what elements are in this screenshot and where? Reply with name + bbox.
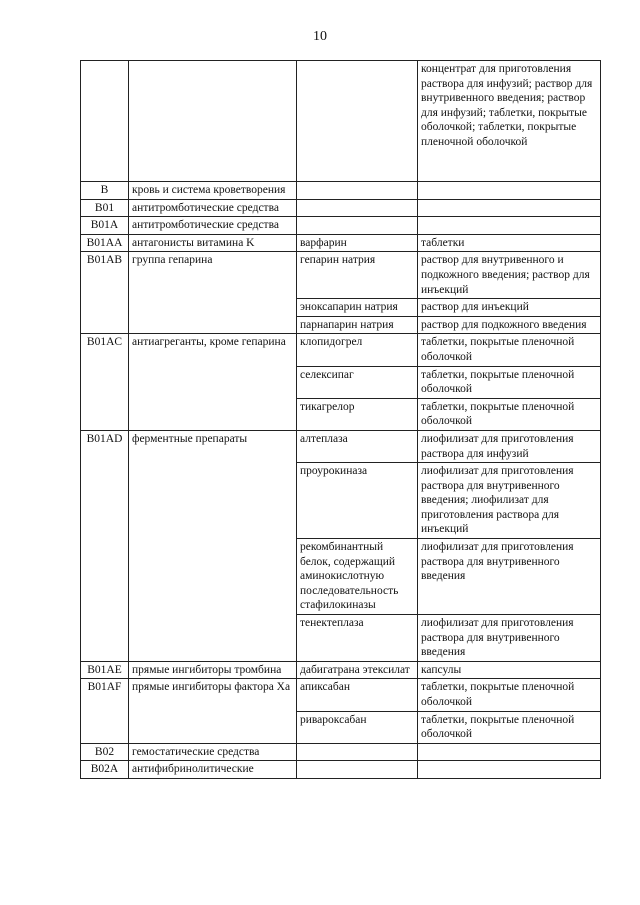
table-row xyxy=(81,430,601,462)
table-row xyxy=(81,199,601,217)
atc-code-cell: B01AA xyxy=(81,234,129,252)
atc-code-cell: B01AE xyxy=(81,661,129,679)
atc-code-cell xyxy=(81,61,129,182)
drug-cell: парнапарин натрия xyxy=(297,316,418,334)
drug-cell: дабигатрана этексилат xyxy=(297,661,418,679)
form-cell: таблетки, покрытые пленочной оболочкой xyxy=(418,398,601,430)
drug-cell: тикагрелор xyxy=(297,398,418,430)
group-cell: антагонисты витамина K xyxy=(129,234,297,252)
group-cell: антифибринолитические xyxy=(129,761,297,779)
group-cell: ферментные препараты xyxy=(129,430,297,661)
form-cell: лиофилизат для приготовления раствора для внутривенного введения xyxy=(418,539,601,615)
atc-code-cell: B02A xyxy=(81,761,129,779)
form-cell: раствор для подкожного введения xyxy=(418,316,601,334)
group-cell: кровь и система кроветворения xyxy=(129,182,297,200)
atc-code-cell: B01AD xyxy=(81,430,129,661)
drug-cell xyxy=(297,743,418,761)
form-cell: лиофилизат для приготовления раствора для внутривенного введения; лиофилизат для приготовления раствора для инъекций xyxy=(418,463,601,539)
page-number: 10 xyxy=(313,29,327,44)
drug-cell: селексипаг xyxy=(297,366,418,398)
drug-cell xyxy=(297,182,418,200)
atc-code-cell: B01AF xyxy=(81,679,129,743)
drug-classification-table xyxy=(80,60,601,779)
form-cell xyxy=(418,217,601,235)
form-cell: таблетки xyxy=(418,234,601,252)
atc-code-cell: B01AC xyxy=(81,334,129,431)
table-row xyxy=(81,679,601,711)
drug-cell: проурокиназа xyxy=(297,463,418,539)
atc-code-cell: B02 xyxy=(81,743,129,761)
group-cell: прямые ингибиторы фактора Xa xyxy=(129,679,297,743)
form-cell: таблетки, покрытые пленочной оболочкой xyxy=(418,711,601,743)
drug-cell: тенектеплаза xyxy=(297,615,418,662)
form-cell xyxy=(418,182,601,200)
table-row xyxy=(81,252,601,299)
form-cell: таблетки, покрытые пленочной оболочкой xyxy=(418,366,601,398)
atc-code-cell: B xyxy=(81,182,129,200)
table-row xyxy=(81,61,601,182)
group-cell: антиагреганты, кроме гепарина xyxy=(129,334,297,431)
table-row xyxy=(81,743,601,761)
group-cell: антитромботические средства xyxy=(129,217,297,235)
group-cell: гемостатические средства xyxy=(129,743,297,761)
atc-code-cell: B01AB xyxy=(81,252,129,334)
table-row xyxy=(81,661,601,679)
drug-cell: ривароксабан xyxy=(297,711,418,743)
drug-cell: рекомбинантный белок, содержащий аминокислотную последовательность стафилокиназы xyxy=(297,539,418,615)
form-cell xyxy=(418,743,601,761)
form-cell xyxy=(418,199,601,217)
form-cell xyxy=(418,761,601,779)
drug-cell xyxy=(297,199,418,217)
form-cell: лиофилизат для приготовления раствора для инфузий xyxy=(418,430,601,462)
form-cell: раствор для внутривенного и подкожного введения; раствор для инъекций xyxy=(418,252,601,299)
group-cell xyxy=(129,61,297,182)
drug-cell xyxy=(297,761,418,779)
form-cell: капсулы xyxy=(418,661,601,679)
form-cell: раствор для инъекций xyxy=(418,299,601,317)
drug-cell xyxy=(297,61,418,182)
table-row xyxy=(81,182,601,200)
drug-cell: гепарин натрия xyxy=(297,252,418,299)
table-row xyxy=(81,234,601,252)
group-cell: прямые ингибиторы тромбина xyxy=(129,661,297,679)
drug-cell: эноксапарин натрия xyxy=(297,299,418,317)
form-cell: таблетки, покрытые пленочной оболочкой xyxy=(418,679,601,711)
group-cell: группа гепарина xyxy=(129,252,297,334)
atc-code-cell: B01A xyxy=(81,217,129,235)
table-row xyxy=(81,334,601,366)
drug-cell: варфарин xyxy=(297,234,418,252)
drug-cell: алтеплаза xyxy=(297,430,418,462)
form-cell: концентрат для приготовления раствора для инфузий; раствор для внутривенного введения; раствор для инфузий; таблетки, покрытые оболочкой; таблетки, покрытые пленочной оболочкой xyxy=(418,61,601,182)
drug-cell: апиксабан xyxy=(297,679,418,711)
drug-cell xyxy=(297,217,418,235)
atc-code-cell: B01 xyxy=(81,199,129,217)
form-cell: таблетки, покрытые пленочной оболочкой xyxy=(418,334,601,366)
form-cell: лиофилизат для приготовления раствора для внутривенного введения xyxy=(418,615,601,662)
table-row xyxy=(81,217,601,235)
drug-cell: клопидогрел xyxy=(297,334,418,366)
table-row xyxy=(81,761,601,779)
group-cell: антитромботические средства xyxy=(129,199,297,217)
